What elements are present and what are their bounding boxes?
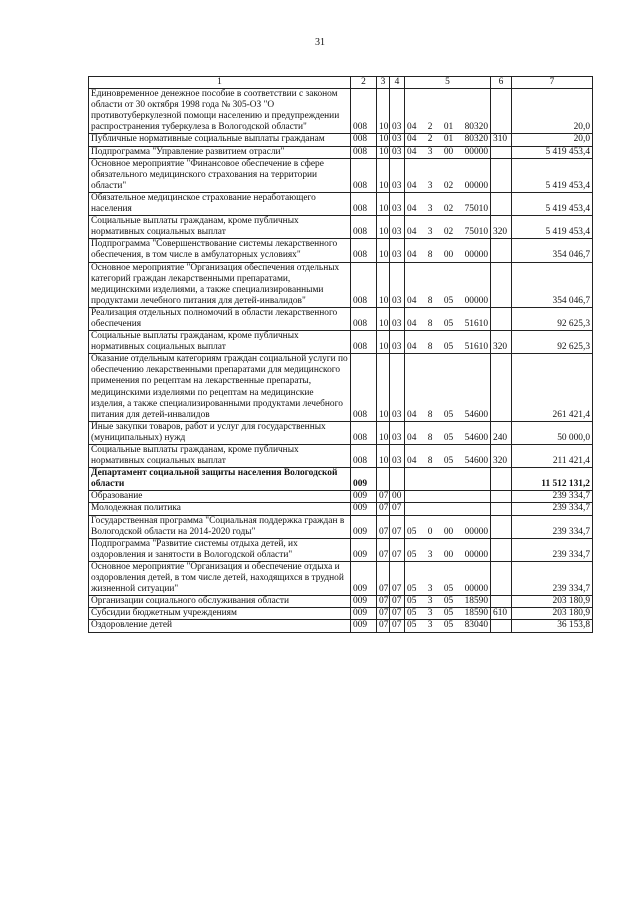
row-name: Государственная программа "Социальная поддержка граждан в Вологодской области на 2014-2020 годы" (89, 515, 351, 538)
row-name: Основное мероприятие "Финансовое обеспечение в сфере обязательного медицинского страхования на территории области" (89, 158, 351, 192)
table-row (89, 561, 593, 595)
header-col-5: 5 (405, 77, 491, 89)
target-article-part: 51610 (464, 342, 488, 353)
target-article-parts (407, 527, 488, 538)
row-subsection: 07 (390, 538, 405, 561)
row-ministry-code: 008 (351, 158, 377, 192)
table-row (89, 239, 593, 262)
target-article-part: 01 (443, 134, 454, 145)
row-ministry-code: 008 (351, 262, 377, 307)
row-amount: 239 334,7 (512, 515, 593, 538)
target-article-part: 75010 (464, 204, 488, 215)
row-section: 10 (377, 331, 390, 354)
row-ministry-code: 008 (351, 89, 377, 134)
target-article-part: 51610 (464, 318, 488, 329)
row-target-article (405, 491, 491, 503)
row-section: 10 (377, 307, 390, 330)
row-subsection: 07 (390, 503, 405, 515)
target-article-parts (407, 620, 488, 631)
row-expense-type: 320 (491, 331, 512, 354)
table-row (89, 216, 593, 239)
row-expense-type: 320 (491, 445, 512, 468)
row-name: Молодежная политика (89, 503, 351, 515)
target-article-parts (407, 550, 488, 561)
row-ministry-code: 008 (351, 216, 377, 239)
row-ministry-code: 009 (351, 596, 377, 608)
target-article-part: 80320 (464, 134, 488, 145)
target-article-part: 02 (443, 204, 454, 215)
header-col-6: 6 (491, 77, 512, 89)
row-expense-type (491, 89, 512, 134)
table-row (89, 89, 593, 134)
row-section: 10 (377, 354, 390, 422)
row-ministry-code: 009 (351, 620, 377, 632)
row-subsection: 03 (390, 146, 405, 158)
target-article-part: 54600 (464, 456, 488, 467)
row-name: Публичные нормативные социальные выплаты гражданам (89, 134, 351, 146)
row-name: Субсидии бюджетным учреждениям (89, 608, 351, 620)
row-expense-type (491, 596, 512, 608)
row-target-article (405, 596, 491, 608)
target-article-part: 05 (407, 526, 417, 537)
row-amount: 92 625,3 (512, 307, 593, 330)
row-name: Организации социального обслуживания области (89, 596, 351, 608)
row-amount: 5 419 453,4 (512, 146, 593, 158)
row-expense-type (491, 192, 512, 215)
table-row (89, 421, 593, 444)
row-target-article (405, 445, 491, 468)
row-ministry-code: 008 (351, 421, 377, 444)
target-article-part: 04 (407, 204, 417, 215)
row-expense-type (491, 620, 512, 632)
row-amount: 354 046,7 (512, 262, 593, 307)
row-target-article (405, 331, 491, 354)
row-ministry-code: 008 (351, 445, 377, 468)
target-article-part: 8 (427, 295, 433, 306)
row-target-article (405, 515, 491, 538)
row-section: 10 (377, 134, 390, 146)
row-expense-type: 610 (491, 608, 512, 620)
table-row (89, 596, 593, 608)
row-amount: 20,0 (512, 134, 593, 146)
table-body (89, 89, 593, 632)
target-article-part: 2 (427, 122, 433, 133)
target-article-part: 00000 (464, 549, 488, 560)
table-row (89, 538, 593, 561)
target-article-part: 00 (443, 549, 454, 560)
row-amount: 11 512 131,2 (512, 468, 593, 491)
target-article-part: 3 (427, 204, 433, 215)
row-amount: 20,0 (512, 89, 593, 134)
target-article-part: 3 (427, 608, 433, 619)
target-article-parts (407, 122, 488, 133)
target-article-part: 04 (407, 318, 417, 329)
row-subsection: 03 (390, 216, 405, 239)
target-article-part: 04 (407, 146, 417, 157)
target-article-parts (407, 584, 488, 595)
row-target-article (405, 561, 491, 595)
row-section: 07 (377, 515, 390, 538)
row-amount: 5 419 453,4 (512, 216, 593, 239)
target-article-part: 05 (407, 608, 417, 619)
target-article-part: 00000 (464, 146, 488, 157)
target-article-part: 8 (427, 250, 433, 261)
target-article-part: 18590 (464, 608, 488, 619)
row-amount: 354 046,7 (512, 239, 593, 262)
target-article-part: 00000 (464, 295, 488, 306)
row-ministry-code: 008 (351, 307, 377, 330)
row-amount: 239 334,7 (512, 561, 593, 595)
target-article-part: 01 (443, 122, 454, 133)
row-amount: 239 334,7 (512, 538, 593, 561)
row-subsection: 07 (390, 620, 405, 632)
row-target-article (405, 608, 491, 620)
row-subsection: 03 (390, 262, 405, 307)
target-article-parts (407, 456, 488, 467)
row-expense-type: 240 (491, 421, 512, 444)
table-row (89, 491, 593, 503)
header-col-4: 4 (390, 77, 405, 89)
row-amount: 92 625,3 (512, 331, 593, 354)
target-article-part: 05 (443, 295, 454, 306)
target-article-parts (407, 134, 488, 145)
row-section: 10 (377, 239, 390, 262)
row-subsection: 03 (390, 421, 405, 444)
row-subsection: 03 (390, 354, 405, 422)
target-article-part: 04 (407, 122, 417, 133)
row-name: Основное мероприятие "Организация и обеспечение отдыха и оздоровления детей, в том числе детей, находящихся в трудной жизненной ситуации" (89, 561, 351, 595)
target-article-parts (407, 181, 488, 192)
target-article-part: 04 (407, 227, 417, 238)
target-article-part: 05 (407, 620, 417, 631)
target-article-part: 3 (427, 596, 433, 607)
row-amount: 239 334,7 (512, 491, 593, 503)
row-name: Подпрограмма "Управление развитием отрасли" (89, 146, 351, 158)
target-article-part: 54600 (464, 432, 488, 443)
row-section: 10 (377, 146, 390, 158)
row-target-article (405, 192, 491, 215)
row-target-article (405, 307, 491, 330)
row-section (377, 468, 390, 491)
table-row (89, 158, 593, 192)
row-ministry-code: 009 (351, 503, 377, 515)
row-expense-type (491, 146, 512, 158)
target-article-part: 2 (427, 134, 433, 145)
row-section: 10 (377, 262, 390, 307)
table-row (89, 134, 593, 146)
row-name: Единовременное денежное пособие в соответствии с законом области от 30 октября 1998 года № 305-ОЗ "О противотуберкулезной помощи населению и предупреждении распространения туберкулеза в Вологодской области" (89, 89, 351, 134)
header-col-3: 3 (377, 77, 390, 89)
row-section: 07 (377, 608, 390, 620)
target-article-part: 04 (407, 295, 417, 306)
table-row (89, 307, 593, 330)
row-target-article (405, 503, 491, 515)
row-amount: 50 000,0 (512, 421, 593, 444)
row-subsection: 03 (390, 89, 405, 134)
target-article-part: 02 (443, 227, 454, 238)
row-ministry-code: 009 (351, 538, 377, 561)
row-amount: 211 421,4 (512, 445, 593, 468)
target-article-part: 80320 (464, 122, 488, 133)
table-row (89, 608, 593, 620)
row-ministry-code: 008 (351, 146, 377, 158)
row-target-article (405, 239, 491, 262)
row-subsection: 03 (390, 239, 405, 262)
row-subsection: 07 (390, 515, 405, 538)
target-article-part: 05 (443, 620, 454, 631)
row-target-article (405, 158, 491, 192)
row-target-article (405, 146, 491, 158)
target-article-part: 18590 (464, 596, 488, 607)
table-row (89, 331, 593, 354)
row-subsection: 03 (390, 445, 405, 468)
target-article-part: 04 (407, 432, 417, 443)
target-article-parts (407, 296, 488, 307)
row-section: 10 (377, 421, 390, 444)
table-row (89, 445, 593, 468)
target-article-part: 00 (443, 146, 454, 157)
row-expense-type (491, 307, 512, 330)
target-article-part: 04 (407, 342, 417, 353)
target-article-part: 3 (427, 146, 433, 157)
target-article-parts (407, 410, 488, 421)
page-number: 31 (315, 37, 325, 48)
target-article-part: 3 (427, 227, 433, 238)
target-article-part: 83040 (464, 620, 488, 631)
row-name: Департамент социальной защиты населения Вологодской области (89, 468, 351, 491)
target-article-part: 3 (427, 584, 433, 595)
row-amount: 5 419 453,4 (512, 192, 593, 215)
row-subsection: 07 (390, 596, 405, 608)
target-article-part: 05 (443, 596, 454, 607)
row-amount: 5 419 453,4 (512, 158, 593, 192)
row-ministry-code: 008 (351, 331, 377, 354)
target-article-part: 8 (427, 409, 433, 420)
table-row (89, 503, 593, 515)
row-target-article (405, 134, 491, 146)
table-row (89, 146, 593, 158)
row-section: 10 (377, 158, 390, 192)
target-article-part: 00 (443, 250, 454, 261)
row-subsection: 03 (390, 134, 405, 146)
row-ministry-code: 008 (351, 354, 377, 422)
row-name: Подпрограмма "Развитие системы отдыха детей, их оздоровления и занятости в Вологодской области" (89, 538, 351, 561)
table-row (89, 192, 593, 215)
row-amount: 203 180,9 (512, 596, 593, 608)
row-amount: 203 180,9 (512, 608, 593, 620)
target-article-parts (407, 608, 488, 619)
target-article-part: 05 (443, 342, 454, 353)
row-section: 07 (377, 491, 390, 503)
row-expense-type (491, 158, 512, 192)
row-ministry-code: 009 (351, 515, 377, 538)
row-section: 10 (377, 192, 390, 215)
target-article-part: 02 (443, 180, 454, 191)
table-row (89, 515, 593, 538)
target-article-parts (407, 147, 488, 158)
row-expense-type: 320 (491, 216, 512, 239)
target-article-part: 75010 (464, 227, 488, 238)
target-article-parts (407, 204, 488, 215)
row-ministry-code: 009 (351, 561, 377, 595)
row-target-article (405, 89, 491, 134)
target-article-part: 04 (407, 409, 417, 420)
row-section: 07 (377, 538, 390, 561)
row-name: Иные закупки товаров, работ и услуг для государственных (муниципальных) нужд (89, 421, 351, 444)
row-target-article (405, 354, 491, 422)
row-amount: 239 334,7 (512, 503, 593, 515)
target-article-part: 05 (443, 432, 454, 443)
table-row (89, 262, 593, 307)
row-name: Реализация отдельных полномочий в области лекарственного обеспечения (89, 307, 351, 330)
target-article-part: 3 (427, 180, 433, 191)
table-row (89, 468, 593, 491)
row-section: 07 (377, 596, 390, 608)
header-col-7: 7 (512, 77, 593, 89)
row-ministry-code: 008 (351, 192, 377, 215)
row-section: 07 (377, 503, 390, 515)
table-row (89, 354, 593, 422)
row-section: 07 (377, 561, 390, 595)
target-article-part: 05 (407, 596, 417, 607)
target-article-part: 3 (427, 549, 433, 560)
target-article-part: 0 (427, 526, 433, 537)
row-amount: 36 153,8 (512, 620, 593, 632)
row-target-article (405, 421, 491, 444)
row-expense-type (491, 515, 512, 538)
row-name: Социальные выплаты гражданам, кроме публичных нормативных социальных выплат (89, 216, 351, 239)
target-article-parts (407, 227, 488, 238)
target-article-part: 00000 (464, 180, 488, 191)
row-section: 10 (377, 216, 390, 239)
target-article-part: 04 (407, 250, 417, 261)
target-article-part: 05 (443, 608, 454, 619)
target-article-part: 05 (443, 456, 454, 467)
row-ministry-code: 008 (351, 239, 377, 262)
target-article-part: 05 (443, 584, 454, 595)
target-article-part: 04 (407, 134, 417, 145)
row-name: Оздоровление детей (89, 620, 351, 632)
target-article-part: 8 (427, 432, 433, 443)
target-article-parts (407, 596, 488, 607)
row-name: Обязательное медицинское страхование неработающего населения (89, 192, 351, 215)
target-article-part: 00000 (464, 526, 488, 537)
row-subsection: 07 (390, 608, 405, 620)
row-subsection: 07 (390, 561, 405, 595)
row-expense-type (491, 538, 512, 561)
row-name: Социальные выплаты гражданам, кроме публичных нормативных социальных выплат (89, 445, 351, 468)
row-target-article (405, 620, 491, 632)
row-target-article (405, 538, 491, 561)
row-target-article (405, 262, 491, 307)
target-article-part: 54600 (464, 409, 488, 420)
row-target-article (405, 216, 491, 239)
row-expense-type (491, 503, 512, 515)
row-expense-type: 310 (491, 134, 512, 146)
row-ministry-code: 009 (351, 491, 377, 503)
row-expense-type (491, 239, 512, 262)
row-subsection: 03 (390, 331, 405, 354)
row-subsection: 03 (390, 158, 405, 192)
row-ministry-code: 008 (351, 134, 377, 146)
row-expense-type (491, 561, 512, 595)
target-article-part: 04 (407, 456, 417, 467)
row-name: Социальные выплаты гражданам, кроме публичных нормативных социальных выплат (89, 331, 351, 354)
budget-table (88, 76, 593, 633)
target-article-part: 3 (427, 620, 433, 631)
target-article-parts (407, 433, 488, 444)
table-row (89, 620, 593, 632)
row-subsection: 03 (390, 307, 405, 330)
row-subsection: 00 (390, 491, 405, 503)
target-article-part: 8 (427, 318, 433, 329)
target-article-part: 05 (443, 409, 454, 420)
target-article-part: 05 (443, 318, 454, 329)
row-subsection: 03 (390, 192, 405, 215)
table-header-row (89, 77, 593, 89)
row-section: 07 (377, 620, 390, 632)
row-name: Образование (89, 491, 351, 503)
target-article-part: 8 (427, 456, 433, 467)
target-article-part: 04 (407, 180, 417, 191)
target-article-parts (407, 319, 488, 330)
row-target-article (405, 468, 491, 491)
row-name: Основное мероприятие "Организация обеспечения отдельных категорий граждан лекарственными препаратами, медицинскими изделиями, а также специализированными продуктами лечебного питания для детей-инвалидов" (89, 262, 351, 307)
target-article-part: 05 (407, 549, 417, 560)
header-col-1: 1 (89, 77, 351, 89)
row-name: Подпрограмма "Совершенствование системы лекарственного обеспечения, в том числе в амбулаторных условиях" (89, 239, 351, 262)
target-article-parts (407, 342, 488, 353)
target-article-parts (407, 250, 488, 261)
row-section: 10 (377, 445, 390, 468)
row-expense-type (491, 354, 512, 422)
row-ministry-code: 009 (351, 468, 377, 491)
row-name: Оказание отдельным категориям граждан социальной услуги по обеспечению лекарственными препаратами для медицинского применения по рецептам на лекарственные препараты, медицинскими изделиями по рецептам на медицинские изделия, а также специализированными продуктами лечебного питания для детей-инвалидов (89, 354, 351, 422)
row-expense-type (491, 262, 512, 307)
target-article-part: 00000 (464, 584, 488, 595)
header-col-2: 2 (351, 77, 377, 89)
row-subsection (390, 468, 405, 491)
row-expense-type (491, 468, 512, 491)
target-article-part: 05 (407, 584, 417, 595)
row-amount: 261 421,4 (512, 354, 593, 422)
target-article-part: 00000 (464, 250, 488, 261)
target-article-part: 00 (443, 526, 454, 537)
target-article-part: 8 (427, 342, 433, 353)
row-ministry-code: 009 (351, 608, 377, 620)
row-section: 10 (377, 89, 390, 134)
row-expense-type (491, 491, 512, 503)
